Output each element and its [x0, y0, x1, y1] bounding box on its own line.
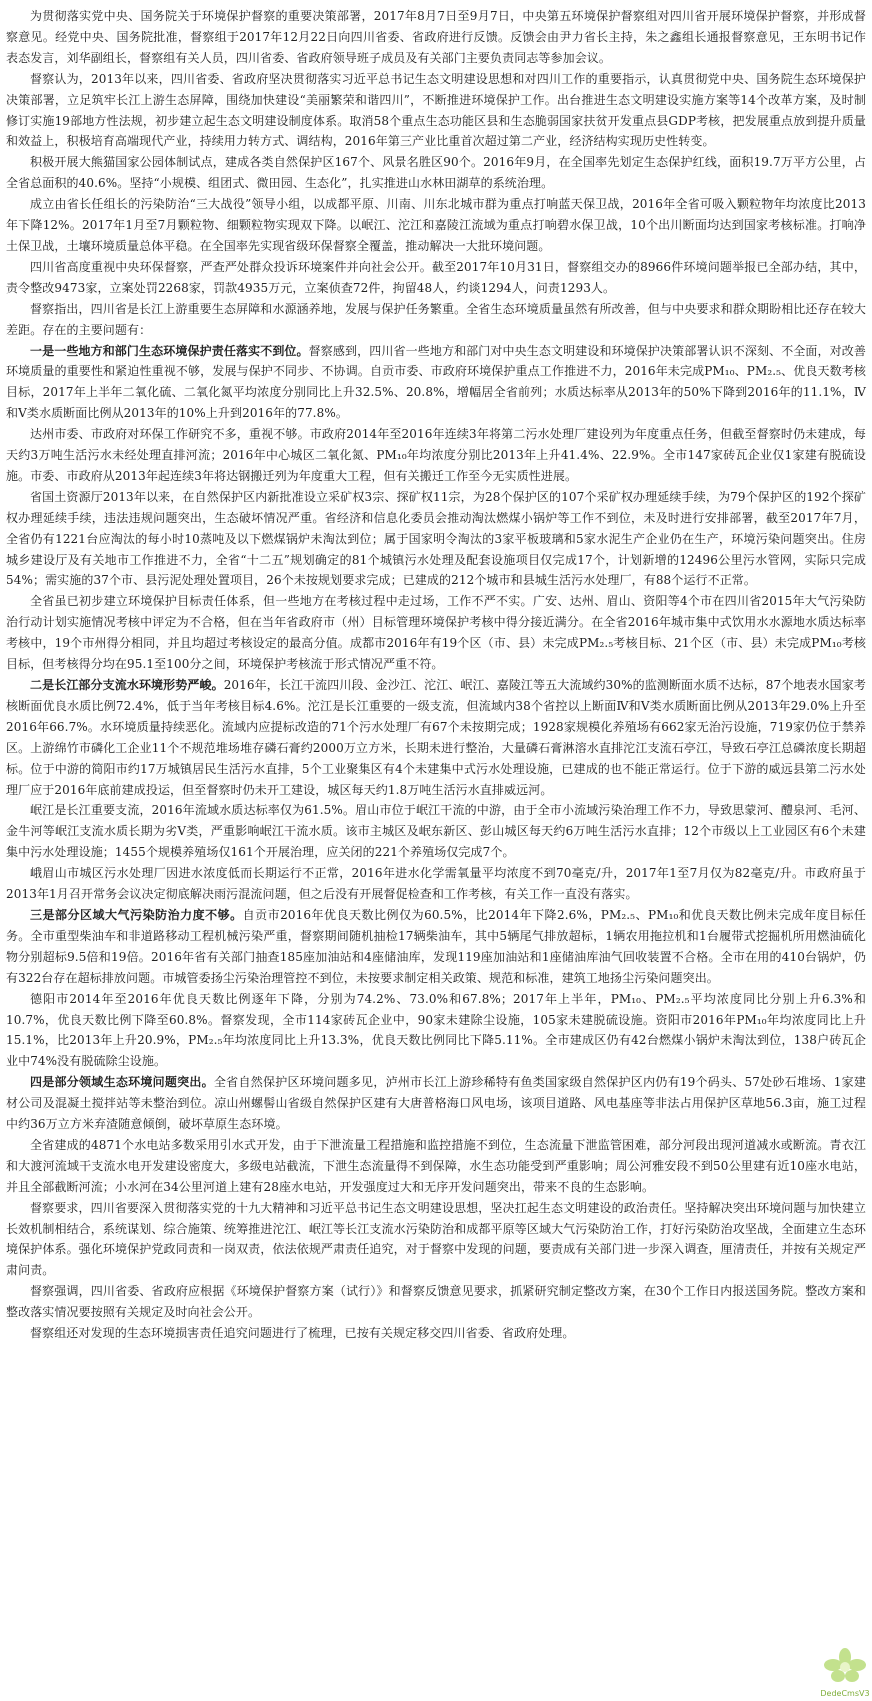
paragraph — [6, 800, 866, 863]
paragraph — [6, 675, 866, 800]
paragraph — [6, 6, 866, 69]
watermark-text: DedeCmsV3 — [820, 1689, 870, 1698]
paragraph — [6, 424, 866, 487]
paragraph-text: 积极开展大熊猫国家公园体制试点，建成各类自然保护区167个、风景名胜区90个。2016年9月，在全国率先划定生态保护红线，面积19.7万平方公里，占全省总面积的40.6%。坚持“小规模、组团式、微田园、生态化”，扎实推进山水林田湖草的系统治理。 — [6, 155, 866, 191]
paragraph-text: 督察指出，四川省是长江上游重要生态屏障和水源涵养地，发展与保护任务繁重。全省生态环境质量虽然有所改善，但与中央要求和群众期盼相比还存在较大差距。存在的主要问题有： — [6, 301, 866, 337]
article-body — [6, 6, 866, 1344]
paragraph-text: 峨眉山市城区污水处理厂因进水浓度低而长期运行不正常，2016年进水化学需氧量平均浓度不到70毫克/升，2017年1至7月仅为82毫克/升。市政府虽于2013年1月召开常务会议决定彻底解决雨污混流问题，但之后没有开展督促检查和工作考核，有关工作一直没有落实。 — [6, 866, 866, 902]
paragraph-text: 督察组还对发现的生态环境损害责任追究问题进行了梳理，已按有关规定移交四川省委、省政府处理。 — [30, 1326, 575, 1341]
paragraph-text: 全省虽已初步建立环境保护目标责任体系，但一些地方在考核过程中走过场，工作不严不实。广安、达州、眉山、资阳等4个市在四川省2015年大气污染防治行动计划实施情况考核中评定为不合格，但在当年省政府市（州）目标管理环境保护考核中得分接近满分。在全省2016年城市集中式饮用水水源地水质达标率考核中，19个市州得分相同，并且均超过考核设定的最高分值。成都市2016年有19个区（市、县）未完成PM₂.₅考核目标、21个区（市、县）未完成PM₁₀考核目标，但考核得分均在95.1至100分之间，环境保护考核流于形式情况严重不符。 — [6, 594, 866, 672]
paragraph — [6, 989, 866, 1073]
paragraph-text: 全省自然保护区环境问题多见，泸州市长江上游珍稀特有鱼类国家级自然保护区内仍有19个码头、57处砂石堆场、1家建材公司及混凝土搅拌站等未整治到位。凉山州螺髻山省级自然保护区建有大唐普格海口风电场，该项目道路、风电基座等非法占用保护区草地56.3亩，施工过程中约36万立方米弃渣随意倾倒，破坏草原生态环境。 — [6, 1075, 866, 1132]
paragraph-text: 督察强调，四川省委、省政府应根据《环境保护督察方案（试行）》和督察反馈意见要求，抓紧研究制定整改方案，在30个工作日内报送国务院。整改方案和整改落实情况要按照有关规定及时向社会公开。 — [6, 1284, 866, 1320]
paragraph — [6, 152, 866, 194]
paragraph-text: 成立由省长任组长的污染防治“三大战役”领导小组，以成都平原、川南、川东北城市群为重点打响蓝天保卫战，2016年全省可吸入颗粒物年均浓度比2013年下降12%。2017年1月至7月颗粒物、细颗粒物实现双下降。以岷江、沱江和嘉陵江流域为重点打响碧水保卫战，10个出川断面均达到国家考核标准。打响净土保卫战，土壤环境质量总体平稳。在全国率先实现省级环保督察全覆盖，推动解决一大批环境问题。 — [6, 197, 866, 253]
paragraph — [6, 257, 866, 299]
paragraph-text: 岷江是长江重要支流，2016年流域水质达标率仅为61.5%。眉山市位于岷江干流的中游，由于全市小流域污染治理工作不力，导致思蒙河、醴泉河、毛河、金牛河等岷江支流水质长期为劣Ⅴ类，严重影响岷江干流水质。该市主城区及岷东新区、彭山城区每天约6万吨生活污水直排；12个市级以上工业园区有6个未建集中污水处理设施；1455个规模养殖场仅161个开展治理，应关闭的221个养殖场仅完成7个。 — [6, 803, 866, 860]
paragraph-text: 督察认为，2013年以来，四川省委、省政府坚决贯彻落实习近平总书记生态文明建设思想和对四川工作的重要指示，认真贯彻党中央、国务院生态环境保护决策部署，立足筑牢长江上游生态屏障，围绕加快建设“美丽繁荣和谐四川”，不断推进环境保护工作。出台推进生态文明建设实施方案等14个改革方案，及时制修订实施19部地方性法规，初步建立起生态文明建设制度体系。取消58个重点生态功能区县和生态脆弱国家扶贫开发重点县GDP考核，把发展重点放到提升质量和效益上，积极培育高端现代产业，持续用力转方式、调结构，2016年第三产业比重首次超过第二产业，经济结构实现历史性转变。 — [6, 71, 866, 149]
paragraph-lead-heading: 三是部分区域大气污染防治力度不够。 — [30, 907, 243, 922]
paragraph — [6, 905, 866, 989]
paragraph — [6, 1323, 866, 1344]
paragraph — [6, 487, 866, 592]
paragraph-lead-heading: 四是部分领域生态环境问题突出。 — [30, 1075, 214, 1090]
paragraph — [6, 299, 866, 341]
paragraph — [6, 1281, 866, 1323]
paragraph-text: 全省建成的4871个水电站多数采用引水式开发，由于下泄流量工程措施和监控措施不到位，生态流量下泄监管困难，部分河段出现河道减水或断流。青衣江和大渡河流域干支流水电开发建设密度大，多级电站截流，下泄生态流量得不到保障，水生态功能受到严重影响；周公河雅安段不到50公里建有近10座水电站，并且全部截断河流；小水河在34公里河道上建有28座水电站，开发强度过大和无序开发问题突出，带来不良的生态影响。 — [6, 1137, 866, 1194]
watermark-logo — [820, 1647, 870, 1699]
paragraph — [6, 194, 866, 257]
paragraph-text: 督察要求，四川省要深入贯彻落实党的十九大精神和习近平总书记生态文明建设思想，坚决扛起生态文明建设的政治责任。坚持解决突出环境问题与加快建立长效机制相结合，系统谋划、综合施策、统筹推进沱江、岷江等长江支流水污染防治和成都平原等区域大气污染防治工作，打好污染防治攻坚战，全面建立生态环境保护体系。强化环境保护党政同责和一岗双责，依法依规严肃责任追究，对于督察中发现的问题，要责成有关部门进一步深入调查，厘清责任，并按有关规定严肃问责。 — [6, 1200, 866, 1278]
paragraph — [6, 69, 866, 153]
paragraph-text: 四川省高度重视中央环保督察，严查严处群众投诉环境案件并向社会公开。截至2017年10月31日，督察组交办的8966件环境问题举报已全部办结，其中，责令整改9473家，立案处罚2268家，罚款4935万元，立案侦查72件，拘留48人，约谈1294人，问责1293人。 — [6, 259, 866, 295]
paragraph — [6, 863, 866, 905]
paragraph-text: 省国土资源厅2013年以来，在自然保护区内新批准设立采矿权3宗、探矿权11宗，为28个保护区的107个采矿权办理延续手续，为79个保护区的192个探矿权办理延续手续，违法违规问题突出，生态破坏情况严重。省经济和信息化委员会推动淘汰燃煤小锅炉等工作不到位，未及时进行安排部署，截至2017年7月，全省仍有1221台应淘汰的每小时10蒸吨及以下燃煤锅炉未淘汰到位；属于国家明令淘汰的3家平板玻璃和5家水泥生产企业仍在生产，环境污染问题突出。住房城乡建设厅及有关地市工作推进不力，全省“十二五”规划确定的81个城镇污水处理及配套设施项目仅完成17个，计划新增的12496公里污水管网，实际只完成54%；需实施的37个市、县污泥处理处置项目，26个未按规划要求完成；已建成的212个城市和县城生活污水处理厂，有88个运行不正常。 — [6, 489, 866, 588]
paragraph-text: 为贯彻落实党中央、国务院关于环境保护督察的重要决策部署，2017年8月7日至9月7日，中央第五环境保护督察组对四川省开展环境保护督察，并形成督察意见。经党中央、国务院批准，督察组于2017年12月22日向四川省委、省政府进行反馈。反馈会由尹力省长主持，朱之鑫组长通报督察意见，王东明书记作表态发言，刘华副组长，督察组有关人员，四川省委、省政府领导班子成员及有关部门主要负责同志等参加会议。 — [6, 9, 866, 65]
paragraph-text: 德阳市2014年至2016年优良天数比例逐年下降，分别为74.2%、73.0%和67.8%；2017年上半年，PM₁₀、PM₂.₅平均浓度同比分别上升6.3%和10.7%，优良天数比例下降至60.8%。督察发现，全市114家砖瓦企业中，90家未建除尘设施，105家未建脱硫设施。资阳市2016年PM₁₀年均浓度同比上升15.1%，比2013年上升20.9%，PM₂.₅年均浓度同比上升13.3%，优良天数比例同比下降5.11%。全市建成区仍有42台燃煤小锅炉未淘汰到位，138户砖瓦企业中74%没有脱硫除尘设施。 — [6, 991, 866, 1069]
paragraph — [6, 591, 866, 675]
paragraph — [6, 1135, 866, 1198]
flower-logo-icon — [820, 1647, 870, 1687]
paragraph-text: 自贡市2016年优良天数比例仅为60.5%，比2014年下降2.6%，PM₂.₅、PM₁₀和优良天数比例未完成年度目标任务。全市重型柴油车和非道路移动工程机械污染严重，督察期间随机抽检17辆柴油车，其中5辆尾气排放超标，1辆农用拖拉机和1台履带式挖掘机所用燃油硫化物分别超标9.5倍和19倍。2016年省有关部门抽查185座加油站和4座储油库，发现119座加油站和1座储油库油气回收装置不合格。全市在用的410台锅炉，仍有322台存在超标排放问题。市城管委扬尘污染治理管控不到位，未按要求制定相关政策、规范和标准，建筑工地扬尘污染问题突出。 — [6, 907, 867, 985]
paragraph-text: 达州市委、市政府对环保工作研究不多，重视不够。市政府2014年至2016年连续3年将第二污水处理厂建设列为年度重点任务，但截至督察时仍未建成，每天约3万吨生活污水未经处理直排河流；2016年中心城区二氧化氮、PM₁₀年均浓度分别比2013年上升41.4%、22.9%。全市147家砖瓦企业仅1家建有脱硫设施。市委、市政府从2013年起连续3年将达钢搬迁列为年度重大工程，但有关搬迁工作至今无实质性进展。 — [6, 427, 866, 483]
paragraph-lead-heading: 二是长江部分支流水环境形势严峻。 — [30, 678, 224, 692]
paragraph — [6, 341, 866, 425]
paragraph-text: 督察感到，四川省一些地方和部门对中央生态文明建设和环境保护决策部署认识不深刻、不全面，对改善环境质量的重要性和紧迫性重视不够，发展与保护不同步、不协调。自贡市委、市政府环境保护重点工作推进不力，2016年未完成PM₁₀、PM₂.₅、优良天数考核目标，2017年上半年二氧化硫、二氧化氮平均浓度分别同比上升32.5%、20.8%，增幅居全省前列；水质达标率从2013年的50%下降到2016年的11.1%，Ⅳ和Ⅴ类水质断面比例从2013年的10%上升到2016年的77.8%。 — [6, 343, 866, 421]
paragraph-lead-heading: 一是一些地方和部门生态环境保护责任落实不到位。 — [30, 343, 309, 358]
paragraph — [6, 1072, 866, 1135]
paragraph-text: 2016年，长江干流四川段、金沙江、沱江、岷江、嘉陵江等五大流域约30%的监测断面水质不达标，87个地表水国家考核断面优良水质比例72.4%，低于当年考核目标4.6%。沱江是长江重要的一级支流，但流域内38个省控以上断面Ⅳ和Ⅴ类水质断面比例从2013年29.0%上升至2016年66.7%。水环境质量持续恶化。流域内应提标改造的71个污水处理厂有67个未按期完成；1928家规模化养殖场有662家无治污设施，719家仍位于禁养区。上游绵竹市磷化工企业11个不规范堆场堆存磷石膏约2000万立方米，长期未进行整治，大量磷石膏淋溶水直排沱江支流石亭江，导致石亭江总磷浓度长期超标。位于中游的简阳市约17万城镇居民生活污水直排，5个工业聚集区有4个未建集中式污水处理设施，已建成的也不能正常运行。位于下游的威远县第二污水处理厂应于2016年底前建成投运，但至督察时仍未开工建设，城区每天约1.8万吨生活污水直排威远河。 — [6, 678, 866, 797]
paragraph — [6, 1198, 866, 1282]
